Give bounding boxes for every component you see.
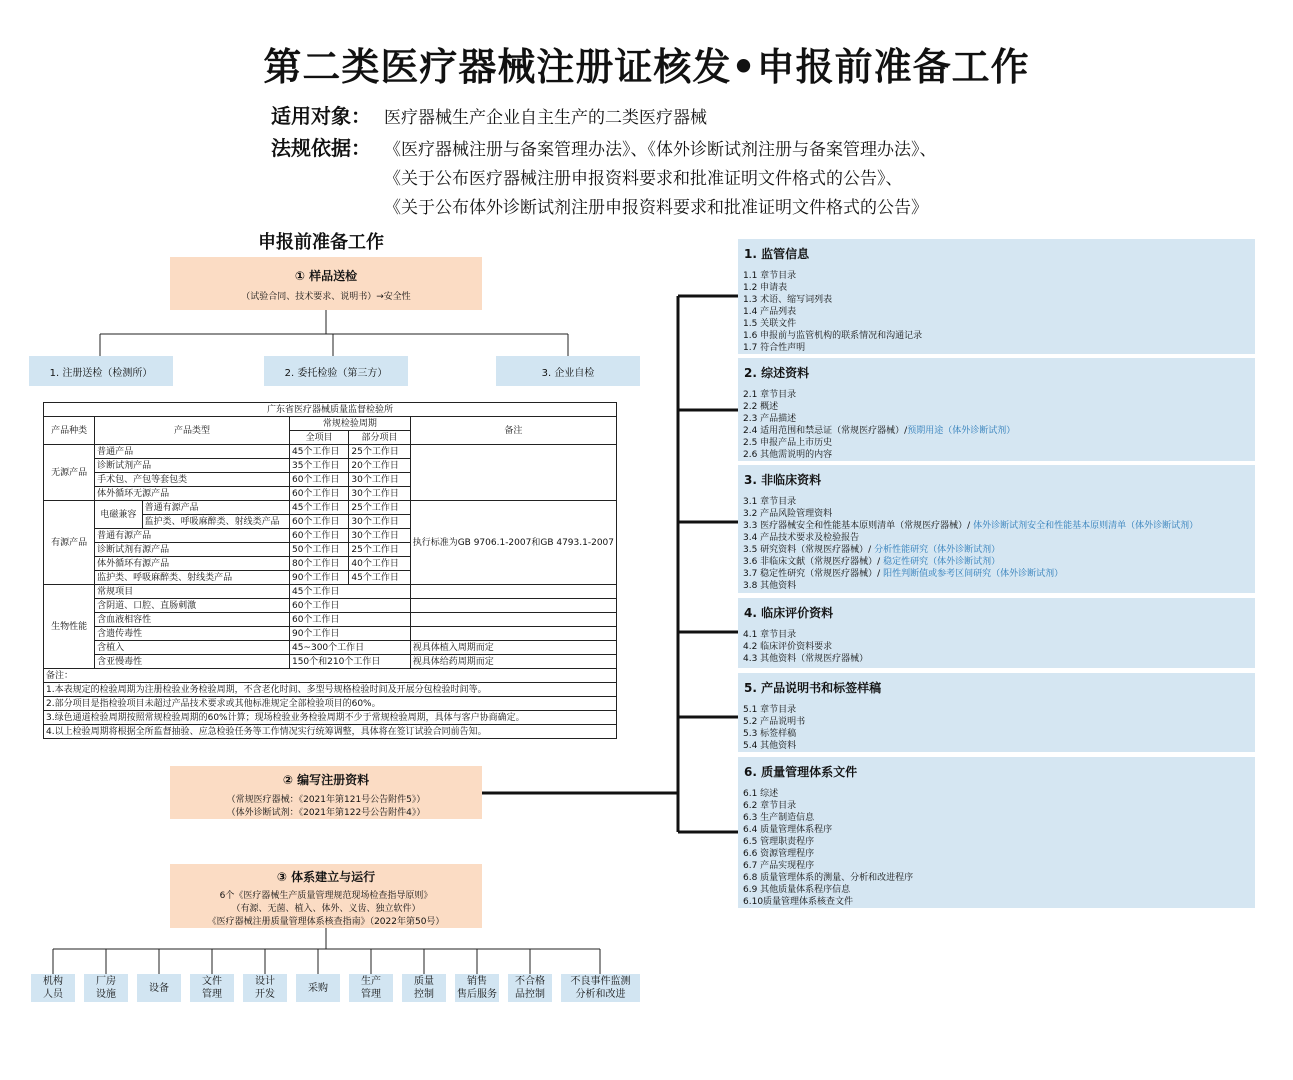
bottom-item-box — [508, 974, 552, 1002]
table-cell — [410, 627, 616, 641]
table-cell: 40个工作日 — [349, 557, 410, 571]
step3-line1: 6个《医疗器械生产质量管理规范现场检查指导原则》 — [219, 891, 433, 901]
entrusted-test-box: 2. 委托检验（第三方） — [264, 356, 408, 386]
section-item-text: 6.5 管理职责程序 — [743, 837, 815, 847]
step3-box — [170, 864, 482, 928]
table-cell: 含血液相容性 — [95, 613, 290, 627]
table-cell: 含亚慢毒性 — [95, 655, 290, 669]
inspection-cycle-table — [43, 402, 617, 739]
section-title: 4. 临床评价资料 — [744, 606, 834, 620]
table-cell: 60个工作日 — [289, 529, 348, 543]
table-cell — [410, 585, 616, 599]
section-item-text: 6.9 其他质量体系程序信息 — [743, 885, 851, 895]
table-cell: 80个工作日 — [289, 557, 348, 571]
section-item-text: 2.6 其他需说明的内容 — [743, 450, 833, 460]
left-section-title: 申报前准备工作 — [258, 232, 384, 253]
table-cell: 30个工作日 — [349, 473, 410, 487]
table-cell: 监护类、呼吸麻醉类、射线类产品 — [142, 515, 289, 529]
table-cell: 150个和210个工作日 — [289, 655, 410, 669]
section-item-highlight: 分析性能研究（体外诊断试剂） — [874, 545, 1001, 555]
bottom-item-box — [84, 974, 128, 1002]
section-title: 3. 非临床资料 — [744, 473, 822, 487]
table-cell — [410, 445, 616, 501]
section-item-text: 2.5 申报产品上市历史 — [743, 438, 833, 448]
table-note: 3.绿色通道检验周期按照常规检验周期的60%计算；现场检验业务检验周期不少于常规检验周期，具体与客户协商确定。 — [44, 711, 617, 725]
section-item — [743, 532, 1255, 544]
bottom-item-box — [137, 974, 181, 1002]
table-title: 广东省医疗器械质量监督检验所 — [44, 403, 617, 417]
section-title: 1. 监管信息 — [744, 247, 810, 261]
table-cell: 45个工作日 — [349, 571, 410, 585]
section-item-text: 3.7 稳定性研究（常规医疗器械）/ — [743, 569, 884, 579]
table-cell: 60个工作日 — [289, 613, 410, 627]
table-cell: 30个工作日 — [349, 529, 410, 543]
target-text: 医疗器械生产企业自主生产的二类医疗器械 — [384, 108, 707, 128]
table-note: 1.本表规定的检验周期为注册检验业务检验周期，不含老化时间、多型号规格检验时间及开展分包检验时间等。 — [44, 683, 617, 697]
bottom-item-label: 管理 — [361, 989, 381, 1000]
section-item-text: 6.4 质量管理体系程序 — [743, 825, 833, 835]
section-item — [743, 860, 1255, 872]
section-item-text: 5.1 章节目录 — [743, 705, 797, 715]
section-item-text: 1.7 符合性声明 — [743, 343, 806, 353]
section-item-text: 2.4 适用范围和禁忌证（常规医疗器械）/ — [743, 426, 908, 436]
section-item-text: 3.2 产品风险管理资料 — [743, 509, 833, 519]
notes-label: 备注： — [44, 669, 617, 683]
section-item — [743, 282, 1255, 294]
bottom-item-label: 不良事件监测 — [570, 976, 631, 987]
section-item-highlight: 稳定性研究（体外诊断试剂） — [883, 557, 1001, 567]
section-item-text: 1.3 术语、缩写词列表 — [743, 295, 833, 305]
section-item — [743, 330, 1255, 342]
section-item-text: 3.4 产品技术要求及检验报告 — [743, 533, 860, 543]
section-item — [743, 836, 1255, 848]
bottom-item-label: 开发 — [255, 989, 275, 1000]
col-part: 部分项目 — [349, 431, 410, 445]
section-item — [743, 788, 1255, 800]
table-cell: 视具体给药周期而定 — [410, 655, 616, 669]
section-item — [743, 800, 1255, 812]
table-cell: 诊断试剂产品 — [95, 459, 290, 473]
table-cell: 手术包、产包等套包类 — [95, 473, 290, 487]
section-item — [743, 425, 1255, 437]
section-item — [743, 342, 1255, 354]
section-item-text: 5.4 其他资料 — [743, 741, 797, 751]
active-note: 执行标准为GB 9706.1-2007和GB 4793.1-2007 — [410, 501, 616, 585]
table-cell: 20个工作日 — [349, 459, 410, 473]
section-item — [743, 580, 1255, 592]
section-item-text: 2.1 章节目录 — [743, 390, 797, 400]
section-item — [743, 508, 1255, 520]
section-item-text: 3.3 医疗器械安全和性能基本原则清单（常规医疗器械）/ — [743, 521, 974, 531]
section-item — [743, 716, 1255, 728]
section-item-text: 4.2 临床评价资料要求 — [743, 642, 833, 652]
bottom-item-label: 售后服务 — [457, 989, 497, 1000]
table-cell: 常规项目 — [95, 585, 290, 599]
bottom-item-label: 品控制 — [515, 989, 545, 1000]
step1-subtitle: （试验合同、技术要求、说明书）→安全性 — [241, 292, 411, 302]
basis-line-1: 《医疗器械注册与备案管理办法》、《体外诊断试剂注册与备案管理办法》、 — [384, 140, 937, 160]
table-cell: 25个工作日 — [349, 501, 410, 515]
section-box — [738, 358, 1255, 461]
step1-title: ① 样品送检 — [294, 269, 358, 283]
section-item-text: 2.3 产品描述 — [743, 414, 797, 424]
section-item — [743, 496, 1255, 508]
category-bio: 生物性能 — [44, 585, 95, 669]
section-item-highlight: 预期用途（体外诊断试剂） — [907, 426, 1016, 436]
table-note: 2.部分项目是指检验项目未超过产品技术要求或其他标准规定全部检验项目的60%。 — [44, 697, 617, 711]
col-period: 常规检验周期 — [289, 417, 410, 431]
table-cell: 60个工作日 — [289, 515, 348, 529]
section-title: 2. 综述资料 — [744, 366, 810, 380]
table-cell: 60个工作日 — [289, 487, 348, 501]
target-label: 适用对象： — [271, 104, 371, 128]
section-item — [743, 568, 1255, 580]
section-box — [738, 673, 1255, 752]
bottom-item-label: 不合格 — [515, 976, 545, 987]
step2-title: ② 编写注册资料 — [282, 773, 370, 787]
table-cell — [410, 599, 616, 613]
col-type: 产品类型 — [95, 417, 290, 445]
section-item-text: 6.8 质量管理体系的测量、分析和改进程序 — [743, 873, 914, 883]
category-active: 有源产品 — [44, 501, 95, 585]
table-cell: 体外循环无源产品 — [95, 487, 290, 501]
table-cell: 25个工作日 — [349, 543, 410, 557]
bottom-item-label: 销售 — [467, 976, 487, 987]
section-item-text: 3.5 研究资料（常规医疗器械）/ — [743, 545, 875, 555]
bottom-item-box — [190, 974, 234, 1002]
step3-title: ③ 体系建立与运行 — [276, 870, 376, 884]
section-item-text: 2.2 概述 — [743, 402, 779, 412]
section-box — [738, 598, 1255, 668]
section-item-text: 6.7 产品实现程序 — [743, 861, 815, 871]
table-cell: 35个工作日 — [289, 459, 348, 473]
section-item-text: 1.6 申报前与监管机构的联系情况和沟通记录 — [743, 331, 923, 341]
category-passive: 无源产品 — [44, 445, 95, 501]
table-cell: 45个工作日 — [289, 585, 410, 599]
registration-test-box: 1. 注册送检（检测所） — [29, 356, 173, 386]
section-item-text: 1.5 关联文件 — [743, 319, 797, 329]
emc-label: 电磁兼容 — [95, 501, 142, 529]
bottom-item-label: 设施 — [96, 989, 116, 1000]
bottom-item-label: 人员 — [43, 989, 63, 1000]
section-item — [743, 884, 1255, 896]
section-item-text: 5.2 产品说明书 — [743, 717, 806, 727]
section-title: 6. 质量管理体系文件 — [744, 765, 858, 779]
table-cell: 含植入 — [95, 641, 290, 655]
section-item — [743, 896, 1255, 908]
section-item — [743, 740, 1255, 752]
col-full: 全项目 — [289, 431, 348, 445]
section-item — [743, 437, 1255, 449]
bottom-item-label: 采购 — [308, 982, 328, 994]
section-item-text: 6.1 综述 — [743, 789, 779, 799]
bottom-item-label: 生产 — [361, 976, 381, 987]
table-cell: 50个工作日 — [289, 543, 348, 557]
step3-line3: 《医疗器械注册质量管理体系核查指南》（2022年第50号） — [207, 917, 445, 927]
bottom-item-label: 质量 — [414, 976, 434, 987]
bottom-item-box — [561, 974, 640, 1002]
basis-line-3: 《关于公布体外诊断试剂注册申报资料要求和批准证明文件格式的公告》 — [384, 198, 928, 218]
section-item — [743, 824, 1255, 836]
step1-box — [170, 257, 482, 310]
table-cell: 90个工作日 — [289, 627, 410, 641]
basis-label: 法规依据： — [271, 136, 371, 160]
section-item-text: 1.1 章节目录 — [743, 271, 797, 281]
section-item-text: 4.1 章节目录 — [743, 630, 797, 640]
table-cell: 含遗传毒性 — [95, 627, 290, 641]
self-test-box: 3. 企业自检 — [496, 356, 640, 386]
section-item — [743, 728, 1255, 740]
bottom-item-box — [31, 974, 75, 1002]
section-item — [743, 520, 1255, 532]
bottom-item-label: 厂房 — [96, 976, 116, 987]
section-box — [738, 465, 1255, 593]
section-item — [743, 413, 1255, 425]
table-cell: 60个工作日 — [289, 599, 410, 613]
section-item-text: 3.8 其他资料 — [743, 581, 797, 591]
step2-box — [170, 766, 482, 819]
section-box — [738, 757, 1255, 908]
table-cell: 30个工作日 — [349, 487, 410, 501]
section-box — [738, 239, 1255, 354]
section-item — [743, 653, 1255, 665]
bottom-item-label: 控制 — [414, 989, 434, 1000]
table-cell: 诊断试剂有源产品 — [95, 543, 290, 557]
section-item-text: 3.1 章节目录 — [743, 497, 797, 507]
section-item-text: 3.6 非临床文献（常规医疗器械）/ — [743, 557, 884, 567]
col-category: 产品种类 — [44, 417, 95, 445]
section-item-text: 1.2 申请表 — [743, 283, 788, 293]
table-cell: 视具体植入周期而定 — [410, 641, 616, 655]
table-cell: 监护类、呼吸麻醉类、射线类产品 — [95, 571, 290, 585]
section-item — [743, 544, 1255, 556]
inspection-table-wrapper — [43, 402, 617, 739]
section-item-highlight: 体外诊断试剂安全和性能基本原则清单（体外诊断试剂） — [973, 521, 1199, 531]
section-item — [743, 812, 1255, 824]
table-cell: 30个工作日 — [349, 515, 410, 529]
page-title: 第二类医疗器械注册证核发•申报前准备工作 — [263, 44, 1030, 89]
section-item — [743, 401, 1255, 413]
table-cell: 体外循环有源产品 — [95, 557, 290, 571]
table-note: 4.以上检验周期将根据全所监督抽验、应急检验任务等工作情况实行统筹调整，具体将在签订试验合同前告知。 — [44, 725, 617, 739]
section-item — [743, 294, 1255, 306]
col-note: 备注 — [410, 417, 616, 445]
section-item-text: 6.3 生产制造信息 — [743, 813, 815, 823]
section-item-text: 6.2 章节目录 — [743, 801, 797, 811]
table-cell: 45个工作日 — [289, 445, 348, 459]
step2-line1: （常规医疗器械：《2021年第121号公告附件5》） — [226, 795, 426, 805]
section-item — [743, 629, 1255, 641]
section-item — [743, 306, 1255, 318]
table-cell: 45~300个工作日 — [289, 641, 410, 655]
section-item — [743, 449, 1255, 461]
bottom-item-box — [402, 974, 446, 1002]
section-item — [743, 389, 1255, 401]
section-item-text: 6.10质量管理体系核查文件 — [743, 897, 854, 907]
section-item-highlight: 阳性判断值或参考区间研究（体外诊断试剂） — [883, 569, 1064, 579]
table-cell: 25个工作日 — [349, 445, 410, 459]
bottom-item-box — [455, 974, 499, 1002]
table-cell: 45个工作日 — [289, 501, 348, 515]
section-item — [743, 556, 1255, 568]
bottom-item-label: 设备 — [149, 982, 169, 994]
table-cell: 普通产品 — [95, 445, 290, 459]
table-cell: 含阴道、口腔、直肠刺激 — [95, 599, 290, 613]
bottom-item-label: 管理 — [202, 989, 222, 1000]
table-cell: 90个工作日 — [289, 571, 348, 585]
section-item — [743, 318, 1255, 330]
bottom-item-box — [349, 974, 393, 1002]
section-item-text: 5.3 标签样稿 — [743, 729, 797, 739]
bottom-item-box — [243, 974, 287, 1002]
section-item — [743, 704, 1255, 716]
table-cell: 普通有源产品 — [95, 529, 290, 543]
section-item — [743, 872, 1255, 884]
bottom-item-label: 机构 — [43, 976, 63, 987]
bottom-item-label: 分析和改进 — [575, 989, 626, 1000]
step3-line2: （有源、无菌、植入、体外、义齿、独立软件） — [231, 904, 421, 914]
bottom-item-label: 文件 — [202, 976, 222, 987]
basis-line-2: 《关于公布医疗器械注册申报资料要求和批准证明文件格式的公告》、 — [384, 169, 903, 189]
bottom-item-label: 设计 — [255, 976, 275, 987]
section-title: 5. 产品说明书和标签样稿 — [744, 681, 882, 695]
section-item — [743, 641, 1255, 653]
section-item-text: 1.4 产品列表 — [743, 307, 797, 317]
bottom-item-box — [296, 974, 340, 1002]
table-cell: 普通有源产品 — [142, 501, 289, 515]
section-item-text: 4.3 其他资料（常规医疗器械） — [743, 654, 869, 664]
section-item — [743, 270, 1255, 282]
step2-line2: （体外诊断试剂：《2021年第122号公告附件4》） — [226, 808, 426, 818]
section-item-text: 6.6 资源管理程序 — [743, 849, 815, 859]
section-item — [743, 848, 1255, 860]
table-cell — [410, 613, 616, 627]
table-cell: 60个工作日 — [289, 473, 348, 487]
